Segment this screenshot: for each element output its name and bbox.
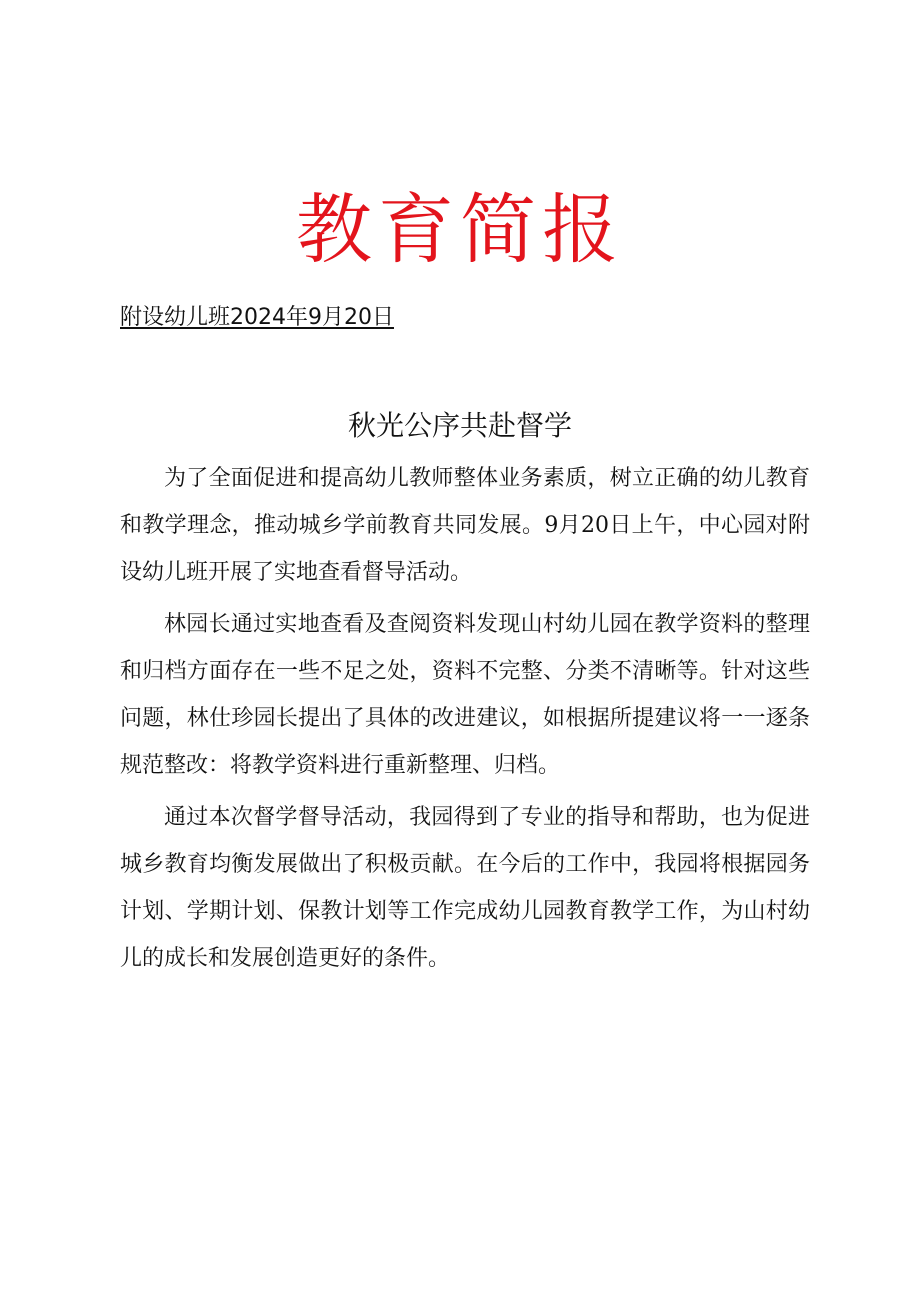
body-paragraph: 林园长通过实地查看及查阅资料发现山村幼儿园在教学资料的整理和归档方面存在一些不足之处，资料不完整、分类不清晰等。针对这些问题，林仕珍园长提出了具体的改进建议，如根据所提建议将一一逐条规范整改：将教学资料进行重新整理、归档。	[120, 612, 810, 778]
article-body	[120, 455, 810, 982]
body-paragraph: 通过本次督学督导活动，我园得到了专业的指导和帮助，也为促进城乡教育均衡发展做出了积极贡献。在今后的工作中，我园将根据园务计划、学期计划、保教计划等工作完成幼儿园教育教学工作，为山村幼儿的成长和发展创造更好的条件。	[120, 805, 810, 971]
issue-line: 附设幼儿班2024年9月20日	[120, 305, 394, 330]
masthead-title: 教育简报	[296, 185, 624, 274]
body-paragraph: 为了全面促进和提高幼儿教师整体业务素质，树立正确的幼儿教育和教学理念，推动城乡学前教育共同发展。9月20日上午，中心园对附设幼儿班开展了实地查看督导活动。	[120, 466, 810, 585]
article-title: 秋光公序共赴督学	[347, 409, 572, 442]
